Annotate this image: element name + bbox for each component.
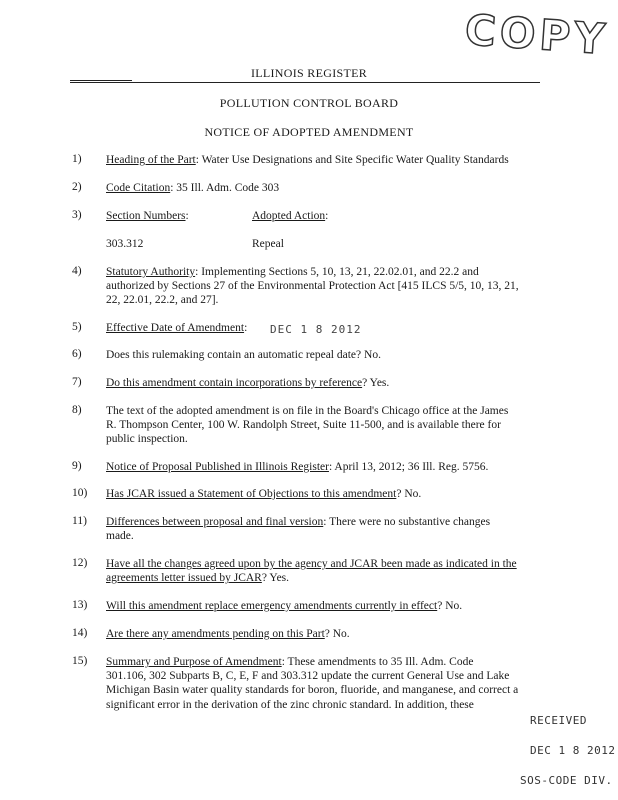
register-title: ILLINOIS REGISTER xyxy=(250,66,368,80)
item-label: Summary and Purpose of Amendment xyxy=(106,656,282,668)
item-label: Have all the changes agreed upon by the agency and JCAR been made as indicated in the xyxy=(106,558,517,570)
item-text: public inspection. xyxy=(106,433,188,446)
item-number: 14) xyxy=(72,627,88,639)
item-text: R. Thompson Center, 100 W. Randolph Street, Suite 11-500, and is available there for xyxy=(106,419,501,432)
header-rule xyxy=(70,82,540,83)
item-number: 12) xyxy=(72,557,88,569)
item-text: significant error in the derivation of the zinc chronic standard. In addition, these xyxy=(106,698,474,711)
item-1 xyxy=(106,153,509,167)
item-label: Section Numbers xyxy=(106,210,186,222)
item-2 xyxy=(106,181,279,195)
item-number: 9) xyxy=(72,460,82,472)
item-13 xyxy=(106,599,462,613)
item-text: : xyxy=(325,210,329,222)
item-text: Michigan Basin water quality standards for boron, fluoride, and manganese, and correct a xyxy=(106,684,519,697)
received-date-stamp: DEC 1 8 2012 xyxy=(530,744,616,757)
item-text: ? Yes. xyxy=(362,377,390,389)
item-10 xyxy=(106,487,421,501)
item-8 xyxy=(106,404,546,447)
item-label: Statutory Authority xyxy=(106,266,196,278)
item-label: Will this amendment replace emergency amendments currently in effect xyxy=(106,600,438,612)
item-text: 22, 22.01, 22.2, and 27]. xyxy=(106,294,219,307)
item-text: ? No. xyxy=(324,628,350,640)
item-number: 2) xyxy=(72,181,82,193)
item-14 xyxy=(106,627,350,641)
item-5 xyxy=(106,321,247,335)
section-number: 303.312 xyxy=(106,238,144,250)
item-text: : April 13, 2012; 36 Ill. Reg. 5756. xyxy=(328,461,489,473)
item-12 xyxy=(106,557,546,585)
item-number: 6) xyxy=(72,348,82,360)
board-title: POLLUTION CONTROL BOARD xyxy=(219,96,399,110)
item-label: Do this amendment contain incorporations by reference xyxy=(106,377,363,389)
item-number: 15) xyxy=(72,655,88,667)
effective-date-stamp: DEC 1 8 2012 xyxy=(270,323,362,336)
item-label: Has JCAR issued a Statement of Objections to this amendment xyxy=(106,488,397,500)
adopted-action: Repeal xyxy=(252,238,284,250)
item-label: Heading of the Part xyxy=(106,154,196,166)
item-label: Effective Date of Amendment xyxy=(106,322,245,334)
item-11 xyxy=(106,515,546,543)
item-number: 4) xyxy=(72,265,82,277)
item-label: Are there any amendments pending on this Part xyxy=(106,628,325,640)
item-text: : There were no substantive changes xyxy=(323,516,491,528)
item-7 xyxy=(106,376,389,390)
item-label: Differences between proposal and final version xyxy=(106,516,324,528)
item-label: Adopted Action xyxy=(252,210,326,222)
item-label: Code Citation xyxy=(106,182,171,194)
item-text: ? Yes. xyxy=(261,572,290,585)
item-text: ? No. xyxy=(396,488,422,500)
item-text: The text of the adopted amendment is on file in the Board's Chicago office at the James xyxy=(106,405,509,417)
item-number: 3) xyxy=(72,209,82,221)
item-text: : xyxy=(244,322,248,334)
item-15 xyxy=(106,655,546,712)
item-number: 10) xyxy=(72,487,88,499)
item-number: 13) xyxy=(72,599,88,611)
item-3-section-label xyxy=(106,209,189,223)
item-text: : 35 Ill. Adm. Code 303 xyxy=(170,182,280,194)
notice-title: NOTICE OF ADOPTED AMENDMENT xyxy=(204,125,414,139)
item-label: Notice of Proposal Published in Illinois Register xyxy=(106,461,329,473)
item-9 xyxy=(106,460,488,474)
item-text: authorized by Sections 27 of the Environmental Protection Act [415 ILCS 5/5, 10, 13, 21, xyxy=(106,280,519,293)
item-text: : Water Use Designations and Site Specific Water Quality Standards xyxy=(195,154,509,166)
sos-code-stamp: SOS-CODE DIV. xyxy=(520,774,613,787)
item-text: : Implementing Sections 5, 10, 13, 21, 22.02.01, and 22.2 and xyxy=(195,266,479,278)
item-text: : These amendments to 35 Ill. Adm. Code xyxy=(281,656,474,668)
item-number: 5) xyxy=(72,321,82,333)
item-number: 11) xyxy=(72,515,87,527)
copy-stamp: COPY xyxy=(463,5,611,64)
item-number: 1) xyxy=(72,153,82,165)
received-stamp: RECEIVED xyxy=(530,714,587,727)
item-text: made. xyxy=(106,530,134,543)
item-4 xyxy=(106,265,546,308)
item-text: : xyxy=(185,210,189,222)
item-number: 7) xyxy=(72,376,82,388)
item-3-action-label xyxy=(252,209,328,223)
item-text: 301.106, 302 Subparts B, C, E, F and 303.312 update the current General Use and Lake xyxy=(106,670,510,683)
item-number: 8) xyxy=(72,404,82,416)
item-label: agreements letter issued by JCAR xyxy=(106,572,262,585)
item-text: ? No. xyxy=(437,600,463,612)
item-6: Does this rulemaking contain an automatic repeal date? No. xyxy=(106,349,381,361)
